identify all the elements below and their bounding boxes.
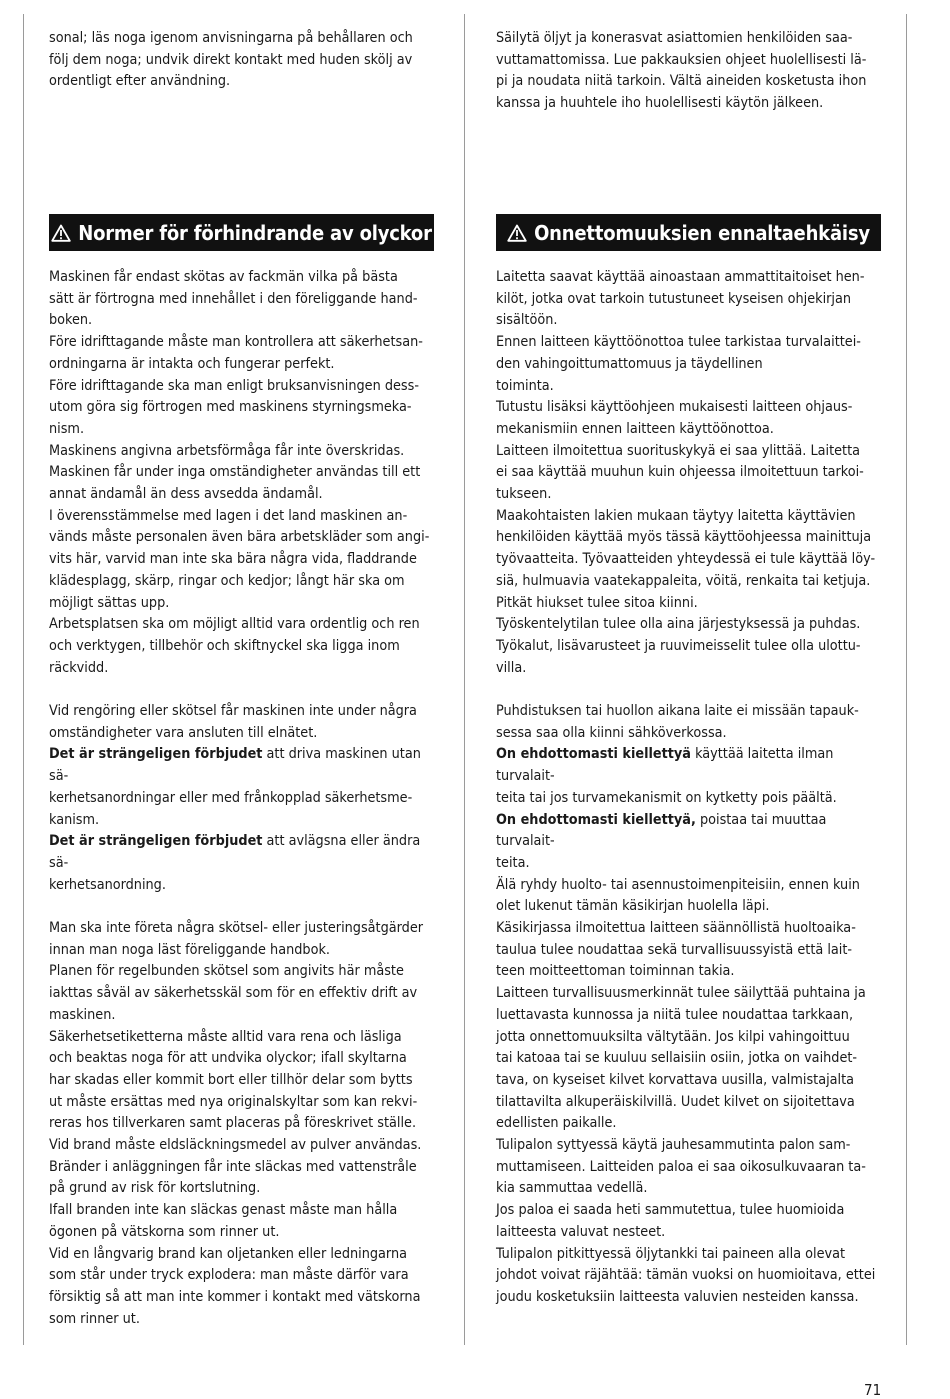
- text-line: luettavasta kunnossa ja niitä tulee noudattaa tarkkaan,: [496, 1006, 854, 1023]
- text-line: som rinner ut.: [49, 1310, 140, 1327]
- text-line: johdot voivat räjähtää: tämän vuoksi on huomioitava, ettei: [496, 1267, 876, 1284]
- left-prohibition-1-cont: [49, 788, 434, 831]
- text-line: och beaktas noga för att undvika olyckor; ifall skyltarna: [49, 1050, 407, 1067]
- right-prohibition-2-cont: [496, 853, 881, 918]
- text-line: I överensstämmelse med lagen i det land maskinen an-: [49, 507, 408, 524]
- left-body: [49, 267, 434, 896]
- left-prohibition-2: [49, 831, 434, 874]
- text-line: har skadas eller kommit bort eller tillhör delar som bytts: [49, 1071, 413, 1088]
- text-line: kanism.: [49, 811, 100, 828]
- right-body: [496, 267, 881, 918]
- text-line: olet lukenut tämän käsikirjan huolella läpi.: [496, 898, 770, 915]
- text-line: Maskinen får under inga omständigheter användas till ett: [49, 464, 421, 481]
- text-line: reras hos tillverkaren samt placeras på föreskrivet ställe.: [49, 1115, 417, 1132]
- left-prohibition-1-text: att driva maskinen utan sä-: [49, 746, 421, 785]
- text-line: teen moitteettoman toiminnan takia.: [496, 963, 735, 980]
- text-line: Bränder i anläggningen får inte släckas med vattenstråle: [49, 1158, 417, 1175]
- text-line: Före idrifttagande måste man kontrollera att säkerhetsan-: [49, 334, 423, 351]
- left-section1: [49, 267, 434, 679]
- text-line: Arbetsplatsen ska om möjligt alltid vara ordentlig och ren: [49, 616, 420, 633]
- text-line: Planen för regelbunden skötsel som angivits här måste: [49, 963, 404, 980]
- text-line: nism.: [49, 420, 85, 437]
- text-line: Ifall branden inte kan släckas genast måste man hålla: [49, 1202, 398, 1219]
- left-heading-text: Normer för förhindrande av olyckor: [78, 220, 432, 245]
- text-line: jotta onnettomuuksilta vältytään. Jos kilpi vahingoittuu: [496, 1028, 850, 1045]
- text-line: Älä ryhdy huolto- tai asennustoimenpiteisiin, ennen kuin: [496, 876, 860, 893]
- left-margin-rule: [23, 14, 24, 1345]
- text-line: räckvidd.: [49, 659, 109, 676]
- right-margin-rule: [906, 14, 907, 1345]
- text-line: ordningarna är intakta och fungerar perfekt.: [49, 355, 335, 372]
- text-line: teita.: [496, 854, 530, 871]
- right-prohibition-1: [496, 744, 881, 787]
- text-line: Vid rengöring eller skötsel får maskinen inte under några: [49, 703, 417, 720]
- text-line: vuttamattomissa. Lue pakkauksien ohjeet huolellisesti lä-: [496, 51, 867, 68]
- text-line: siä, hulmuavia vaatekappaleita, vöitä, renkaita tai ketjuja.: [496, 572, 871, 589]
- warning-icon: [51, 224, 71, 242]
- text-line: ut måste ersättas med nya originalskyltar som kan rekvi-: [49, 1093, 418, 1110]
- text-line: vänds måste personalen även bära arbetskläder som angi-: [49, 529, 430, 546]
- text-line: Pitkät hiukset tulee sitoa kiinni.: [496, 594, 698, 611]
- right-section1: [496, 267, 881, 679]
- text-line: työvaatteita. Työvaatteiden yhteydessä ei tule käyttää löy-: [496, 551, 876, 568]
- text-line: boken.: [49, 312, 93, 329]
- right-section3: [496, 918, 881, 1309]
- text-line: joudu kosketuksiin laitteesta valuvien nesteiden kanssa.: [496, 1288, 859, 1305]
- text-line: Laitteen ilmoitettua suorituskykyä ei saa ylittää. Laitetta: [496, 442, 861, 459]
- text-line: Tulipalon syttyessä käytä jauhesammutinta palon sam-: [496, 1137, 851, 1154]
- left-prohibition-2-cont: [49, 875, 434, 897]
- right-prohibition-1-cont: [496, 788, 881, 810]
- text-line: Käsikirjassa ilmoitettua laitteen säännöllistä huoltoaika-: [496, 920, 856, 936]
- left-prohibition-2-text: att avlägsna eller ändra sä-: [49, 833, 421, 871]
- text-line: Tulipalon pitkittyessä öljytankki tai paineen alla olevat: [496, 1245, 846, 1262]
- text-line: Laitteen turvallisuusmerkinnät tulee säilyttää puhtaina ja: [496, 985, 866, 1002]
- text-line: Man ska inte företa några skötsel- eller justeringsåtgärder: [49, 920, 424, 936]
- text-line: som står under tryck explodera: man måste därför vara: [49, 1267, 409, 1284]
- warning-icon: [507, 224, 527, 242]
- text-line: Maakohtaisten lakien mukaan täytyy laitetta käyttävien: [496, 507, 856, 524]
- text-line: på grund av risk för kortslutning.: [49, 1180, 261, 1197]
- text-line: sonal; läs noga igenom anvisningarna på behållaren och: [49, 30, 413, 46]
- text-line: Vid brand måste eldsläckningsmedel av pulver användas.: [49, 1137, 422, 1154]
- left-section2: [49, 701, 434, 744]
- text-line: mekanismiin ennen laitteen käyttöönottoa.: [496, 420, 774, 437]
- text-line: Före idrifttagande ska man enligt bruksanvisningen dess-: [49, 377, 419, 394]
- left-prohibition-1: [49, 744, 434, 787]
- text-line: följ dem noga; undvik direkt kontakt med huden skölj av: [49, 51, 413, 68]
- text-line: kanssa ja huuhtele iho huolellisesti käytön jälkeen.: [496, 95, 824, 112]
- right-section-heading: [496, 214, 881, 251]
- text-line: Säilytä öljyt ja konerasvat asiattomien henkilöiden saa-: [496, 30, 853, 46]
- text-line: ögonen på vätskorna som rinner ut.: [49, 1223, 280, 1240]
- text-line: ordentligt efter användning.: [49, 73, 231, 90]
- text-line: sätt är förtrogna med innehållet i den föreliggande hand-: [49, 290, 418, 307]
- right-section2: [496, 701, 881, 744]
- text-line: Säkerhetsetiketterna måste alltid vara rena och läsliga: [49, 1028, 402, 1045]
- text-line: Maskinen får endast skötas av fackmän vilka på bästa: [49, 269, 398, 285]
- left-section3: [49, 918, 434, 1330]
- text-line: kia sammuttaa vedellä.: [496, 1180, 648, 1197]
- text-line: omständigheter vara ansluten till elnätet.: [49, 724, 318, 741]
- text-line: henkilöiden käyttää myös tässä käyttöohjeessa mainittuja: [496, 529, 872, 546]
- text-line: försiktig så att man inte kommer i kontakt med vätskorna: [49, 1288, 421, 1305]
- text-line: möjligt sättas upp.: [49, 594, 170, 611]
- text-line: Jos paloa ei saada heti sammutettua, tulee huomioida: [496, 1202, 845, 1219]
- left-intro: [49, 28, 434, 93]
- text-line: sisältöön.: [496, 312, 558, 329]
- text-line: kilöt, jotka ovat tarkoin tutustuneet kyseisen ohjekirjan: [496, 290, 852, 307]
- left-prohibition-1-bold: Det är strängeligen förbjudet: [49, 746, 263, 763]
- right-prohibition-2-text: poistaa tai muuttaa turvalait-: [496, 811, 827, 850]
- right-prohibition-1-text: käyttää laitetta ilman turvalait-: [496, 746, 834, 785]
- text-line: iakttas såväl av säkerhetsskäl som för en effektiv drift av: [49, 985, 418, 1002]
- text-line: Laitetta saavat käyttää ainoastaan ammattitaitoiset hen-: [496, 269, 865, 285]
- text-line: Vid en långvarig brand kan oljetanken eller ledningarna: [49, 1245, 408, 1262]
- right-prohibition-2: [496, 810, 881, 853]
- text-line: innan man noga läst föreliggande handbok.: [49, 941, 330, 958]
- text-line: villa.: [496, 659, 527, 676]
- left-section-heading: [49, 214, 434, 251]
- text-line: toiminta.: [496, 377, 554, 394]
- right-intro: [496, 28, 881, 115]
- text-line: klädesplagg, skärp, ringar och kedjor; långt här ska om: [49, 572, 405, 589]
- text-line: tai katoaa tai se kuuluu sellaisiin osiin, jotka on vaihdet-: [496, 1050, 858, 1067]
- left-prohibition-2-bold: Det är strängeligen förbjudet: [49, 833, 263, 850]
- text-line: kerhetsanordningar eller med frånkopplad säkerhetsme-: [49, 789, 413, 806]
- text-line: teita tai jos turvamekanismit on kytketty pois päältä.: [496, 789, 837, 806]
- text-line: tilattavilta alkuperäiskilvillä. Uudet kilvet on sijoitettava: [496, 1093, 855, 1110]
- text-line: maskinen.: [49, 1006, 116, 1023]
- text-line: Ennen laitteen käyttöönottoa tulee tarkistaa turvalaittei-: [496, 334, 861, 351]
- text-line: sessa saa olla kiinni sähköverkossa.: [496, 724, 727, 741]
- text-line: och verktygen, tillbehör och skiftnyckel ska ligga inom: [49, 637, 400, 654]
- text-line: Tutustu lisäksi käyttöohjeen mukaisesti laitteen ohjaus-: [496, 399, 853, 416]
- text-line: tava, on kyseiset kilvet korvattava uusilla, valmistajalta: [496, 1071, 855, 1088]
- text-line: pi ja noudata niitä tarkoin. Vältä aineiden kosketusta ihon: [496, 73, 867, 90]
- text-line: kerhetsanordning.: [49, 876, 166, 893]
- text-line: Maskinens angivna arbetsförmåga får inte överskridas.: [49, 442, 405, 459]
- text-line: vits här, varvid man inte ska bära några vida, fladdrande: [49, 551, 417, 568]
- text-line: ei saa käyttää muuhun kuin ohjeessa ilmoitettuun tarkoi-: [496, 464, 864, 481]
- center-column-rule: [464, 14, 465, 1345]
- text-line: annat ändamål än dess avsedda ändamål.: [49, 486, 323, 503]
- text-line: taulua tulee noudattaa sekä turvallisuussyistä että lait-: [496, 941, 853, 958]
- text-line: tukseen.: [496, 486, 552, 503]
- text-line: Työkalut, lisävarusteet ja ruuvimeisselit tulee olla ulottu-: [496, 637, 861, 654]
- right-heading-text: Onnettomuuksien ennaltaehkäisy: [534, 220, 870, 245]
- text-line: den vahingoittumattomuus ja täydellinen: [496, 355, 763, 372]
- text-line: edellisten paikalle.: [496, 1115, 617, 1132]
- right-prohibition-2-bold: On ehdottomasti kiellettyä,: [496, 811, 696, 828]
- page-number: 71: [864, 1381, 882, 1399]
- text-line: utom göra sig förtrogen med maskinens styrningsmeka-: [49, 399, 412, 416]
- text-line: Työskentelytilan tulee olla aina järjestyksessä ja puhdas.: [496, 616, 861, 633]
- text-line: muttamiseen. Laitteiden paloa ei saa oikosulkuvaaran ta-: [496, 1158, 866, 1175]
- text-line: laitteesta valuvat nesteet.: [496, 1223, 666, 1240]
- right-prohibition-1-bold: On ehdottomasti kiellettyä: [496, 746, 691, 763]
- text-line: Puhdistuksen tai huollon aikana laite ei missään tapauk-: [496, 703, 859, 720]
